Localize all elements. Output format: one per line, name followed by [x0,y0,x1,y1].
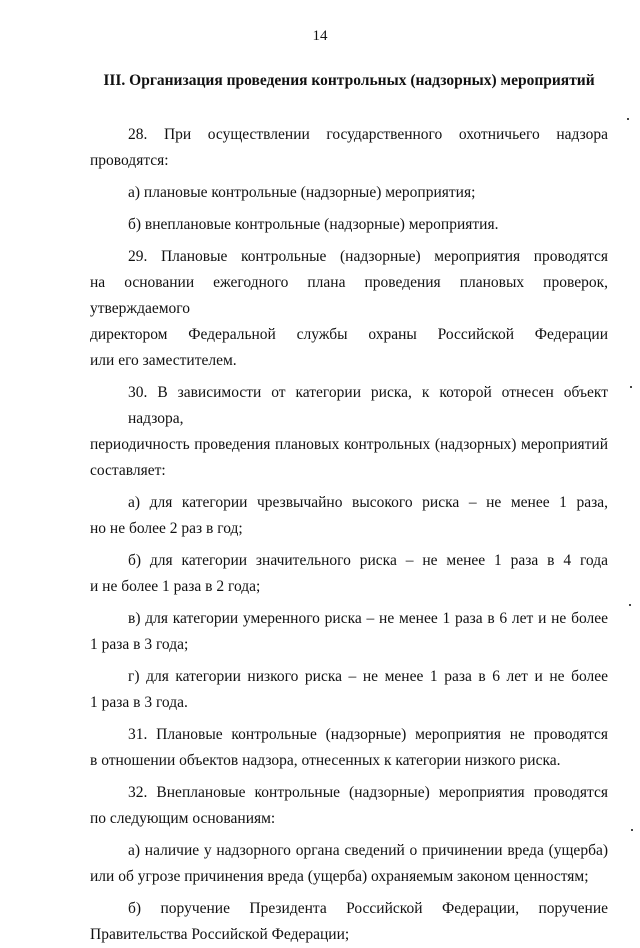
scan-speck [631,829,633,831]
paragraph-32b [90,896,608,948]
paragraph-28b [90,212,608,238]
paragraph-30g [90,664,608,716]
paragraph-28 [90,122,608,174]
text-line: или его заместителем. [90,352,237,369]
text-line: г) для категории низкого риска – не менее 1 раза в 6 лет и не более [128,668,608,685]
text-line: 1 раза в 3 года; [90,636,189,653]
text-line: а) для категории чрезвычайно высокого риска – не менее 1 раза, [128,494,608,511]
paragraph-28a [90,180,608,206]
scan-speck [627,118,629,120]
text-line: или об угрозе причинения вреда (ущерба) охраняемым законом ценностям; [90,868,589,885]
text-line: в) для категории умеренного риска – не менее 1 раза в 6 лет и не более [128,610,608,627]
paragraph-31 [90,722,608,774]
section-heading: III. Организация проведения контрольных (надзорных) мероприятий [103,72,595,89]
text-line: 31. Плановые контрольные (надзорные) мероприятия не проводятся [128,726,608,743]
paragraph-32a [90,838,608,890]
text-line: на основании ежегодного плана проведения плановых проверок, утверждаемого [90,274,608,317]
text-line: а) наличие у надзорного органа сведений о причинении вреда (ущерба) [128,842,608,859]
text-line: а) плановые контрольные (надзорные) мероприятия; [128,184,476,201]
paragraph-30 [90,380,608,484]
paragraph-30b [90,548,608,600]
text-line: составляет: [90,462,166,479]
text-line: но не более 2 раз в год; [90,520,243,537]
text-line: и не более 1 раза в 2 года; [90,578,261,595]
text-line: Правительства Российской Федерации; [90,926,350,943]
text-line: б) поручение Президента Российской Федерации, поручение [128,900,608,917]
document-body [90,122,608,948]
text-line: проводятся: [90,152,169,169]
text-line: 30. В зависимости от категории риска, к которой отнесен объект надзора, [128,384,608,427]
paragraph-30v [90,606,608,658]
scan-speck [629,604,631,606]
text-line: в отношении объектов надзора, отнесенных к категории низкого риска. [90,752,561,769]
text-line: директором Федеральной службы охраны Российской Федерации [90,326,608,343]
text-line: 28. При осуществлении государственного охотничьего надзора [128,126,608,143]
text-line: б) внеплановые контрольные (надзорные) мероприятия. [128,216,499,233]
text-line: периодичность проведения плановых контрольных (надзорных) мероприятий [90,436,608,453]
text-line: 29. Плановые контрольные (надзорные) мероприятия проводятся [128,248,608,265]
text-line: по следующим основаниям: [90,810,276,827]
paragraph-29 [90,244,608,374]
text-line: 1 раза в 3 года. [90,694,188,711]
text-line: б) для категории значительного риска – не менее 1 раза в 4 года [128,552,608,569]
text-line: 32. Внеплановые контрольные (надзорные) мероприятия проводятся [128,784,608,801]
paragraph-32 [90,780,608,832]
paragraph-30a [90,490,608,542]
scan-speck [630,386,632,388]
page-number: 14 [312,28,328,44]
